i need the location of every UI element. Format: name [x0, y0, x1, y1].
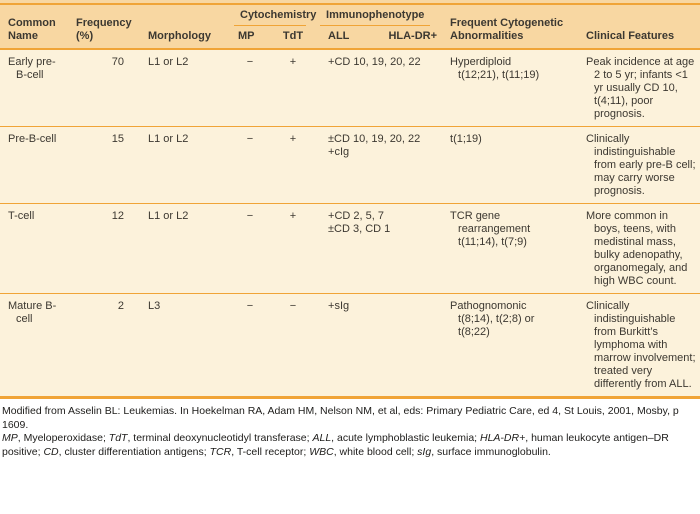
- cell-immunophenotype: +sIg: [318, 294, 442, 398]
- cell-mp: −: [232, 294, 272, 398]
- table-header: [0, 4, 700, 49]
- col-header-mp: MP: [232, 26, 272, 49]
- cell-common-name: Pre-B-cell: [0, 127, 68, 204]
- table-row-t-cell: [0, 204, 700, 294]
- cell-morphology: L1 or L2: [140, 204, 232, 294]
- cell-cytogenetic: Hyperdiploid t(12;21), t(11;19): [442, 49, 578, 127]
- col-group-cytochemistry: [232, 4, 318, 26]
- cell-clinical-features: Clinically indistinguishable from early pre-B cell; may carry worse prognosis.: [578, 127, 700, 204]
- cell-morphology: L3: [140, 294, 232, 398]
- col-header-clinical-features: Clinical Features: [578, 4, 700, 49]
- col-header-cytogenetic-abnormalities: Frequent Cytogenetic Abnormalities: [442, 4, 578, 49]
- header-row-groups: [0, 4, 700, 26]
- col-group-immunophenotype: [318, 4, 442, 26]
- cell-frequency: 12: [68, 204, 140, 294]
- col-header-tdt: TdT: [272, 26, 318, 49]
- cell-mp: −: [232, 49, 272, 127]
- col-header-hla-dr: HLA-DR+: [372, 26, 442, 49]
- col-header-frequency: Frequency (%): [68, 4, 140, 49]
- cell-common-name: T-cell: [0, 204, 68, 294]
- cell-clinical-features: Peak incidence at age 2 to 5 yr; infants <1 yr usually CD 10, t(4;11), poor prognosis.: [578, 49, 700, 127]
- table-body: [0, 49, 700, 398]
- col-header-all: ALL: [318, 26, 372, 49]
- table-row-early-pre-b-cell: [0, 49, 700, 127]
- table-row-pre-b-cell: [0, 127, 700, 204]
- footnote-source: Modified from Asselin BL: Leukemias. In Hoekelman RA, Adam HM, Nelson NM, et al, eds: Primary Pediatric Care, ed 4, St Louis, 2001, Mosby, p 1609.: [2, 405, 679, 431]
- cell-cytogenetic: Pathognomonic t(8;14), t(2;8) or t(8;22): [442, 294, 578, 398]
- footnote: [0, 399, 700, 459]
- cytochemistry-group-label: Cytochemistry: [234, 9, 306, 26]
- immunophenotype-group-label: Immunophenotype: [320, 9, 430, 26]
- cell-frequency: 70: [68, 49, 140, 127]
- cell-immunophenotype: +CD 10, 19, 20, 22: [318, 49, 442, 127]
- cell-mp: −: [232, 204, 272, 294]
- cell-morphology: L1 or L2: [140, 49, 232, 127]
- all-immunophenotype-table: [0, 3, 700, 399]
- cell-frequency: 15: [68, 127, 140, 204]
- cell-clinical-features: More common in boys, teens, with medistinal mass, bulky adenopathy, organomegaly, and high WBC count.: [578, 204, 700, 294]
- cell-tdt: −: [272, 294, 318, 398]
- cell-morphology: L1 or L2: [140, 127, 232, 204]
- col-header-morphology: Morphology: [140, 4, 232, 49]
- cell-tdt: +: [272, 127, 318, 204]
- cell-cytogenetic: t(1;19): [442, 127, 578, 204]
- table-row-mature-b-cell: [0, 294, 700, 398]
- cell-immunophenotype: +CD 2, 5, 7 ±CD 3, CD 1: [318, 204, 442, 294]
- cell-tdt: +: [272, 49, 318, 127]
- cell-mp: −: [232, 127, 272, 204]
- cell-common-name: Early pre-B-cell: [0, 49, 68, 127]
- cell-common-name: Mature B-cell: [0, 294, 68, 398]
- cell-clinical-features: Clinically indistinguishable from Burkitt’s lymphoma with marrow involvement; treated very differently from ALL.: [578, 294, 700, 398]
- cell-tdt: +: [272, 204, 318, 294]
- footnote-abbreviations: MP, Myeloperoxidase; TdT, terminal deoxynucleotidyl transferase; ALL, acute lymphoblastic leukemia; HLA-DR+, human leukocyte antigen–DR positive; CD, cluster differentiation antigens; TCR, T-cell receptor; WBC, white blood cell; sIg, surface immunoglobulin.: [2, 432, 669, 458]
- cell-frequency: 2: [68, 294, 140, 398]
- col-header-common-name: Common Name: [0, 4, 68, 49]
- cell-cytogenetic: TCR gene rearrangement t(11;14), t(7;9): [442, 204, 578, 294]
- cell-immunophenotype: ±CD 10, 19, 20, 22 +cIg: [318, 127, 442, 204]
